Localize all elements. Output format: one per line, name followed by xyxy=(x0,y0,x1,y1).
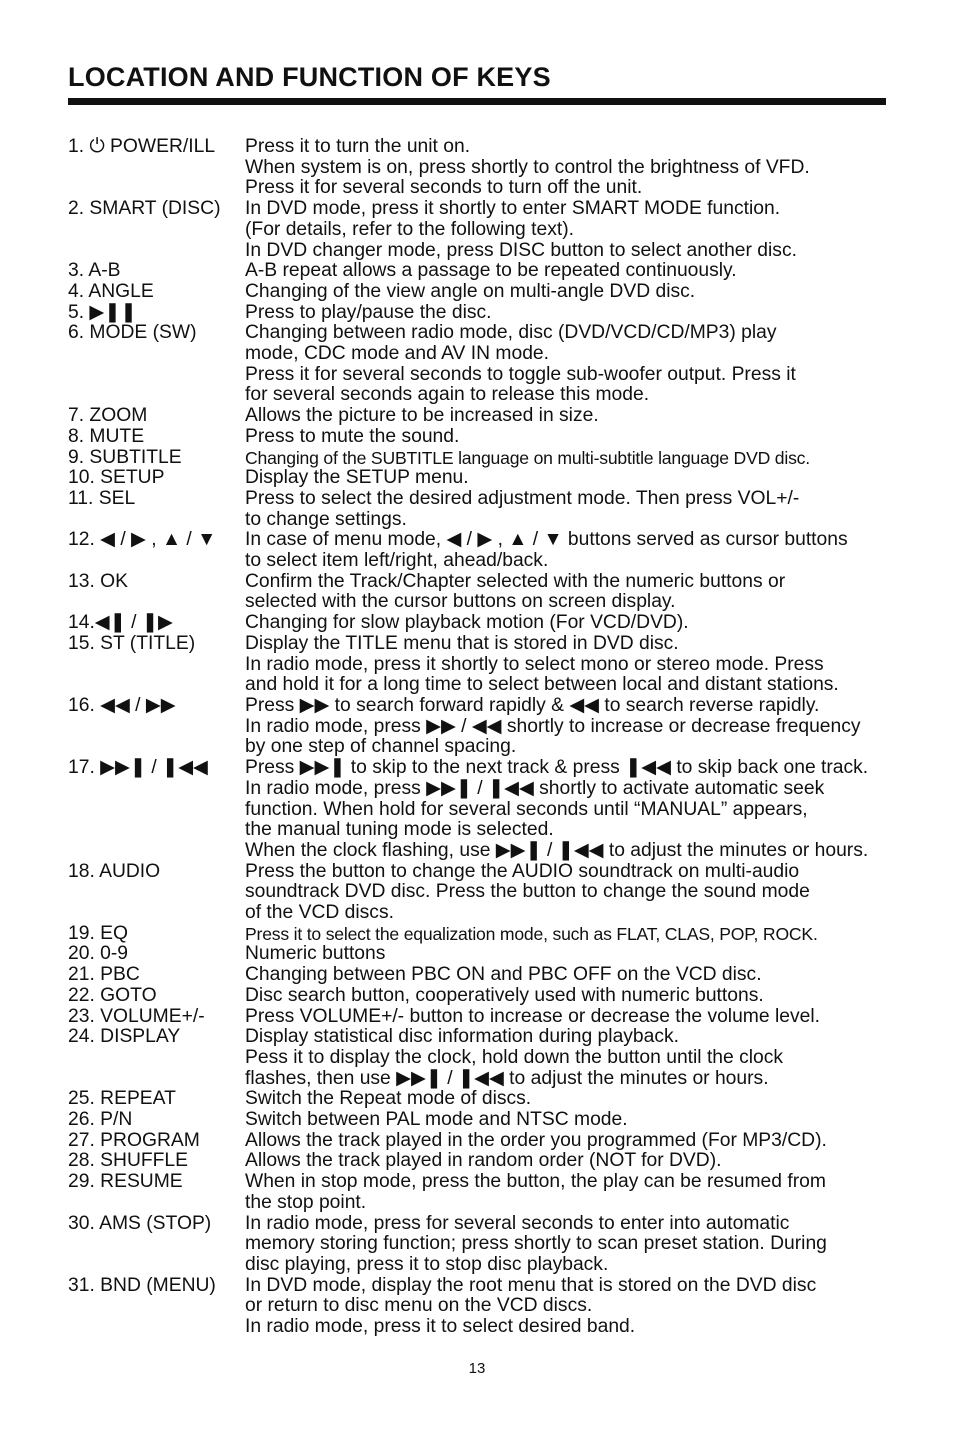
key-description xyxy=(245,696,888,758)
key-entry xyxy=(68,1110,888,1131)
key-description xyxy=(245,323,888,406)
page-number: 13 xyxy=(468,1360,486,1377)
description-line: Press it to turn the unit on. xyxy=(245,136,471,157)
key-description xyxy=(245,1027,888,1089)
key-label: 7. ZOOM xyxy=(68,405,148,427)
key-entry xyxy=(68,1276,888,1338)
key-entry xyxy=(68,965,888,986)
description-line: In radio mode, press for several seconds to enter into automatic xyxy=(245,1212,790,1234)
description-line: and hold it for a long time to select between local and distant stations. xyxy=(245,674,839,696)
description-line: Press ▶▶ to search forward rapidly & ◀◀ to search reverse rapidly. xyxy=(245,694,820,716)
description-line: When system is on, press shortly to control the brightness of VFD. xyxy=(245,156,810,178)
key-entry xyxy=(68,1131,888,1152)
description-line: selected with the cursor buttons on screen display. xyxy=(245,591,676,613)
key-label: 1. ⏻ POWER/ILL xyxy=(68,136,216,157)
description-line: Press it for several seconds to turn off the unit. xyxy=(245,177,643,199)
description-line: of the VCD discs. xyxy=(245,902,394,924)
description-line: memory storing function; press shortly to scan preset station. During xyxy=(245,1233,827,1255)
key-description xyxy=(245,1007,888,1028)
key-description xyxy=(245,1276,888,1338)
description-line: Pess it to display the clock, hold down the button until the clock xyxy=(245,1046,784,1068)
key-entry xyxy=(68,448,888,469)
key-description xyxy=(245,427,888,448)
key-description xyxy=(245,1151,888,1172)
key-entry xyxy=(68,137,888,199)
key-label: 6. MODE (SW) xyxy=(68,322,197,344)
description-line: Display the SETUP menu. xyxy=(245,467,469,489)
key-label: 31. BND (MENU) xyxy=(68,1274,216,1296)
key-description xyxy=(245,924,888,945)
key-description xyxy=(245,944,888,965)
key-label: 5. ▶❚❚ xyxy=(68,301,137,323)
key-label: 16. ◀◀ / ▶▶ xyxy=(68,694,176,716)
key-entry xyxy=(68,468,888,489)
key-label: 18. AUDIO xyxy=(68,860,161,882)
description-line: Changing between radio mode, disc (DVD/VCD/CD/MP3) play xyxy=(245,322,777,344)
description-line: the stop point. xyxy=(245,1191,367,1213)
key-description xyxy=(245,634,888,696)
key-function-list xyxy=(68,137,888,1338)
key-entry xyxy=(68,1007,888,1028)
key-description xyxy=(245,572,888,613)
key-label: 27. PROGRAM xyxy=(68,1129,200,1151)
description-line: Display the TITLE menu that is stored in DVD disc. xyxy=(245,632,679,654)
description-line: In radio mode, press it shortly to select mono or stereo mode. Press xyxy=(245,653,824,675)
key-description xyxy=(245,282,888,303)
key-label: 30. AMS (STOP) xyxy=(68,1212,212,1234)
title-divider xyxy=(68,98,886,105)
description-line: Allows the track played in the order you programmed (For MP3/CD). xyxy=(245,1129,827,1151)
key-label: 29. RESUME xyxy=(68,1171,183,1193)
key-label: 9. SUBTITLE xyxy=(68,446,182,468)
description-line: In radio mode, press ▶▶❚ / ❚◀◀ shortly to activate automatic seek xyxy=(245,777,825,799)
description-line: Numeric buttons xyxy=(245,943,386,965)
key-entry xyxy=(68,199,888,261)
description-line: Changing of the SUBTITLE language on multi-subtitle language DVD disc. xyxy=(245,447,810,468)
description-line: Press VOLUME+/- button to increase or decrease the volume level. xyxy=(245,1005,820,1027)
key-entry xyxy=(68,323,888,406)
description-line: Allows the track played in random order (NOT for DVD). xyxy=(245,1150,722,1172)
description-line: by one step of channel spacing. xyxy=(245,736,517,758)
key-entry xyxy=(68,406,888,427)
description-line: In DVD mode, display the root menu that is stored on the DVD disc xyxy=(245,1274,817,1296)
description-line: mode, CDC mode and AV IN mode. xyxy=(245,343,549,365)
key-label: 23. VOLUME+/- xyxy=(68,1005,205,1027)
key-description xyxy=(245,1110,888,1131)
key-label: 10. SETUP xyxy=(68,467,165,489)
key-label: 15. ST (TITLE) xyxy=(68,632,196,654)
description-line: In radio mode, press ▶▶ / ◀◀ shortly to increase or decrease frequency xyxy=(245,715,861,737)
key-entry xyxy=(68,1089,888,1110)
key-entry xyxy=(68,427,888,448)
key-label: 20. 0-9 xyxy=(68,943,129,965)
key-label: 28. SHUFFLE xyxy=(68,1150,189,1172)
description-line: Disc search button, cooperatively used with numeric buttons. xyxy=(245,984,764,1006)
key-label: 8. MUTE xyxy=(68,425,145,447)
description-line: (For details, refer to the following text). xyxy=(245,218,574,240)
description-line: to change settings. xyxy=(245,508,407,530)
key-entry xyxy=(68,303,888,324)
key-description xyxy=(245,1131,888,1152)
description-line: disc playing, press it to stop disc playback. xyxy=(245,1253,609,1275)
key-label: 14.◀❚ / ❚▶ xyxy=(68,612,173,634)
key-label: 25. REPEAT xyxy=(68,1088,176,1110)
description-line: Changing of the view angle on multi-angle DVD disc. xyxy=(245,280,696,302)
key-entry xyxy=(68,489,888,530)
key-label: 4. ANGLE xyxy=(68,280,154,302)
description-line: When the clock flashing, use ▶▶❚ / ❚◀◀ to adjust the minutes or hours. xyxy=(245,839,869,861)
key-entry xyxy=(68,696,888,758)
key-description xyxy=(245,489,888,530)
description-line: In DVD changer mode, press DISC button to select another disc. xyxy=(245,239,797,261)
key-description xyxy=(245,965,888,986)
key-entry xyxy=(68,1172,888,1213)
description-line: Allows the picture to be increased in size. xyxy=(245,405,599,427)
description-line: Press to play/pause the disc. xyxy=(245,301,492,323)
description-line: flashes, then use ▶▶❚ / ❚◀◀ to adjust the minutes or hours. xyxy=(245,1067,769,1089)
key-description xyxy=(245,199,888,261)
key-description xyxy=(245,468,888,489)
key-entry xyxy=(68,862,888,924)
key-label: 2. SMART (DISC) xyxy=(68,198,221,220)
key-description xyxy=(245,1089,888,1110)
key-label: 3. A-B xyxy=(68,260,121,282)
key-description xyxy=(245,1214,888,1276)
key-description xyxy=(245,303,888,324)
key-label: 19. EQ xyxy=(68,922,129,944)
description-line: Changing for slow playback motion (For VCD/DVD). xyxy=(245,612,689,634)
key-entry xyxy=(68,613,888,634)
key-entry xyxy=(68,261,888,282)
description-line: Press ▶▶❚ to skip to the next track & press ❚◀◀ to skip back one track. xyxy=(245,757,869,779)
description-line: the manual tuning mode is selected. xyxy=(245,819,554,841)
page-title: LOCATION AND FUNCTION OF KEYS xyxy=(68,62,551,92)
description-line: A-B repeat allows a passage to be repeated continuously. xyxy=(245,260,737,282)
key-entry xyxy=(68,530,888,571)
key-description xyxy=(245,613,888,634)
description-line: In radio mode, press it to select desired band. xyxy=(245,1316,636,1338)
key-entry xyxy=(68,1214,888,1276)
key-entry xyxy=(68,282,888,303)
description-line: Display statistical disc information during playback. xyxy=(245,1026,680,1048)
description-line: Switch between PAL mode and NTSC mode. xyxy=(245,1109,628,1131)
key-description xyxy=(245,758,888,862)
key-entry xyxy=(68,924,888,945)
description-line: Press the button to change the AUDIO soundtrack on multi-audio xyxy=(245,860,800,882)
key-description xyxy=(245,261,888,282)
key-label: 22. GOTO xyxy=(68,984,157,1006)
key-entry xyxy=(68,1027,888,1089)
description-line: Changing between PBC ON and PBC OFF on the VCD disc. xyxy=(245,964,762,986)
key-entry xyxy=(68,944,888,965)
description-line: Press it for several seconds to toggle sub-woofer output. Press it xyxy=(245,363,796,385)
key-label: 12. ◀ / ▶ , ▲ / ▼ xyxy=(68,529,217,551)
key-description xyxy=(245,406,888,427)
key-description xyxy=(245,862,888,924)
description-line: Switch the Repeat mode of discs. xyxy=(245,1088,532,1110)
key-entry xyxy=(68,634,888,696)
key-label: 21. PBC xyxy=(68,964,140,986)
key-entry xyxy=(68,1151,888,1172)
description-line: Press to mute the sound. xyxy=(245,425,460,447)
key-description xyxy=(245,1172,888,1213)
description-line: soundtrack DVD disc. Press the button to change the sound mode xyxy=(245,881,810,903)
key-label: 13. OK xyxy=(68,570,129,592)
key-description xyxy=(245,530,888,571)
description-line: for several seconds again to release this mode. xyxy=(245,384,650,406)
description-line: to select item left/right, ahead/back. xyxy=(245,550,549,572)
key-description xyxy=(245,137,888,199)
description-line: In DVD mode, press it shortly to enter SMART MODE function. xyxy=(245,198,781,220)
description-line: Press it to select the equalization mode, such as FLAT, CLAS, POP, ROCK. xyxy=(245,923,818,944)
description-line: Confirm the Track/Chapter selected with the numeric buttons or xyxy=(245,570,786,592)
description-line: Press to select the desired adjustment mode. Then press VOL+/- xyxy=(245,487,800,509)
description-line: or return to disc menu on the VCD discs. xyxy=(245,1295,593,1317)
description-line: function. When hold for several seconds until “MANUAL” appears, xyxy=(245,798,808,820)
key-label: 17. ▶▶❚ / ❚◀◀ xyxy=(68,757,208,779)
key-description xyxy=(245,986,888,1007)
key-label: 26. P/N xyxy=(68,1109,133,1131)
description-line: When in stop mode, press the button, the play can be resumed from xyxy=(245,1171,826,1193)
description-line: In case of menu mode, ◀ / ▶ , ▲ / ▼ buttons served as cursor buttons xyxy=(245,529,848,551)
key-label: 24. DISPLAY xyxy=(68,1026,181,1048)
key-description xyxy=(245,448,888,469)
key-entry xyxy=(68,758,888,862)
key-entry xyxy=(68,986,888,1007)
key-label: 11. SEL xyxy=(68,487,136,509)
key-entry xyxy=(68,572,888,613)
